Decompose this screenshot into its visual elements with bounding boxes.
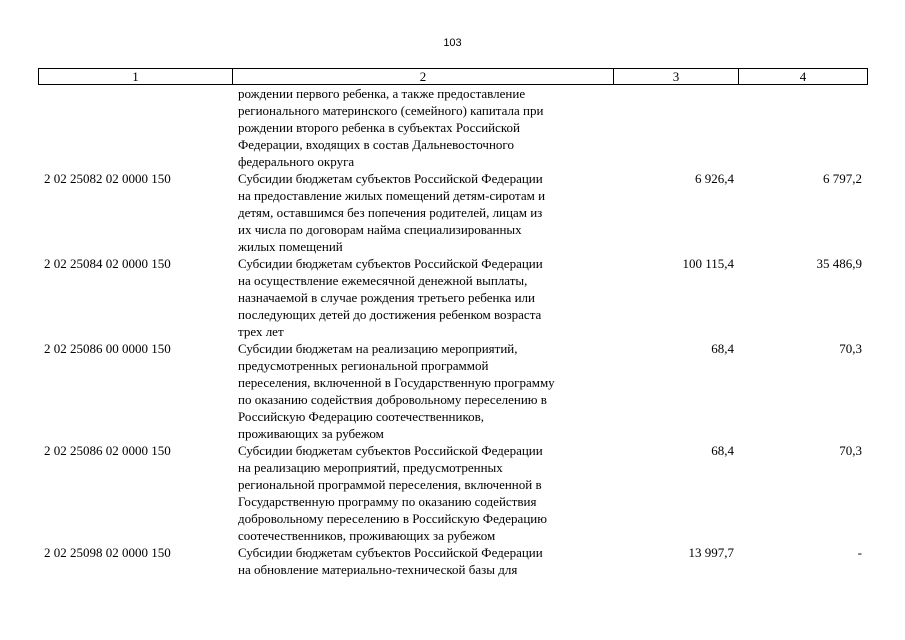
column-header-4: 4	[799, 69, 807, 84]
table-header-row	[38, 68, 868, 85]
row-description	[238, 85, 608, 170]
description-line: Субсидии бюджетам субъектов Российской Федерации	[238, 256, 543, 271]
row-description	[238, 170, 608, 255]
description-line: регионального материнского (семейного) капитала при	[238, 103, 544, 118]
description-line: детям, оставшимся без попечения родителей, лицам из	[238, 205, 543, 220]
description-line: федерального округа	[238, 154, 355, 169]
amount-column-3: 13 997,7	[688, 545, 734, 560]
row-description	[238, 442, 608, 544]
description-line: переселения, включенной в Государственную программу	[238, 375, 555, 390]
description-line: рождении первого ребенка, а также предоставление	[238, 86, 526, 101]
description-line: Федерации, входящих в состав Дальневосточного	[238, 137, 514, 152]
description-line: соотечественников, проживающих за рубежом	[238, 528, 496, 543]
amount-column-3: 68,4	[711, 341, 734, 356]
description-line: Субсидии бюджетам субъектов Российской Федерации	[238, 545, 543, 560]
description-line: жилых помещений	[238, 239, 343, 254]
row-description	[238, 544, 608, 578]
budget-code: 2 02 25086 00 0000 150	[44, 341, 171, 356]
page-number: 103	[443, 37, 462, 49]
description-line: добровольному переселению в Российскую Федерацию	[238, 511, 547, 526]
description-line: рождении второго ребенка в субъектах Российской	[238, 120, 520, 135]
row-description	[238, 255, 608, 340]
description-line: трех лет	[238, 324, 284, 339]
description-line: на реализацию мероприятий, предусмотренных	[238, 460, 503, 475]
description-line: последующих детей до достижения ребенком возраста	[238, 307, 542, 322]
description-line: на предоставление жилых помещений детям-сиротам и	[238, 188, 546, 203]
description-line: Субсидии бюджетам субъектов Российской Федерации	[238, 443, 543, 458]
column-header-3: 3	[614, 69, 739, 84]
description-line: назначаемой в случае рождения третьего ребенка или	[238, 290, 535, 305]
budget-code: 2 02 25086 02 0000 150	[44, 443, 171, 458]
budget-code: 2 02 25098 02 0000 150	[44, 545, 171, 560]
column-header-2: 2	[233, 69, 614, 84]
description-line: их числа по договорам найма специализированных	[238, 222, 522, 237]
description-line: проживающих за рубежом	[238, 426, 384, 441]
amount-column-4: 70,3	[839, 443, 862, 458]
row-description	[238, 340, 608, 442]
amount-column-4: -	[857, 545, 862, 560]
description-line: предусмотренных региональной программой	[238, 358, 489, 373]
budget-code: 2 02 25082 02 0000 150	[44, 171, 171, 186]
description-line: региональной программой переселения, включенной в	[238, 477, 542, 492]
budget-code: 2 02 25084 02 0000 150	[44, 256, 171, 271]
description-line: на обновление материально-технической базы для	[238, 562, 518, 577]
column-header-1: 1	[39, 69, 233, 84]
amount-column-3: 68,4	[711, 443, 734, 458]
description-line: Субсидии бюджетам субъектов Российской Федерации	[238, 171, 543, 186]
amount-column-4: 70,3	[839, 341, 862, 356]
amount-column-3: 6 926,4	[695, 171, 734, 186]
description-line: по оказанию содействия добровольному переселению в	[238, 392, 547, 407]
amount-column-4: 6 797,2	[823, 171, 862, 186]
description-line: на осуществление ежемесячной денежной выплаты,	[238, 273, 528, 288]
amount-column-4: 35 486,9	[816, 256, 862, 271]
description-line: Субсидии бюджетам на реализацию мероприятий,	[238, 341, 518, 356]
description-line: Российскую Федерацию соотечественников,	[238, 409, 485, 424]
amount-column-3: 100 115,4	[682, 256, 734, 271]
description-line: Государственную программу по оказанию содействия	[238, 494, 537, 509]
